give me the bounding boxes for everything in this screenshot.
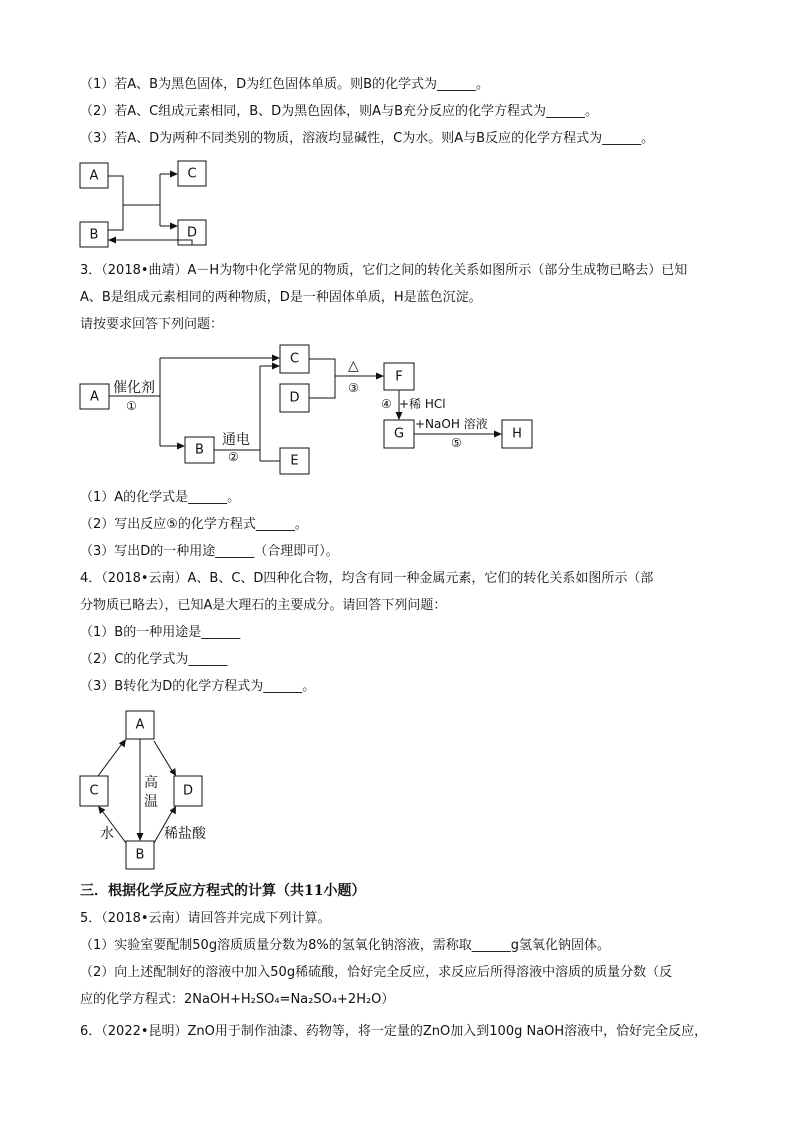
fig2-label-a: A	[90, 389, 99, 405]
q6-stem-line1: 6．（2022•昆明）ZnO用于制作油漆、药物等，将一定量的ZnO加入到100g NaOH溶液中，恰好完全反应，	[80, 1024, 708, 1039]
fig2-naoh-label: +NaOH 溶液	[415, 417, 488, 431]
fig3-gao-label: 高	[144, 775, 158, 791]
fig3-line-c-a	[98, 741, 124, 776]
fig2-label-c: C	[289, 351, 300, 367]
q5-sub1: （1）实验室要配制50g溶质质量分数为8%的氢氧化钠溶液，需称取______g氢氧化钠固体。	[80, 938, 610, 953]
fig3-arrow-d	[169, 768, 176, 776]
fig2-label-e: E	[290, 453, 299, 469]
q4-sub1: （1）B的一种用途是______	[80, 625, 241, 640]
fig2-step5-label: ⑤	[451, 436, 462, 450]
fig3-wen-label: 温	[144, 794, 158, 810]
fig3-arrow-d2	[170, 806, 176, 814]
fig2-label-b: B	[195, 442, 204, 458]
fig3-dilute-hcl-label: 稀盐酸	[164, 826, 206, 842]
fig2-dilute-hcl-label: +稀 HCl	[399, 397, 446, 411]
fig1-label-c: C	[187, 166, 197, 182]
q3-sub3: （3）写出D的一种用途______（合理即可）。	[80, 544, 339, 559]
q2-sub1: （1）若A、B为黑色固体，D为红色固体单质。则B的化学式为______。	[80, 77, 490, 92]
q4-stem-line2: 分物质已略去），已知A是大理石的主要成分。请回答下列问题：	[80, 598, 447, 613]
fig2-label-f: F	[395, 369, 403, 385]
fig2-label-g: G	[393, 426, 405, 442]
fig2-step4-label: ④	[381, 397, 392, 411]
fig1-label-b: B	[89, 227, 99, 243]
fig1-label-d: D	[186, 225, 198, 241]
q4-stem-line1: 4．（2018•云南）A、B、C、D四种化合物，均含有同一种金属元素，它们的转化关系如图所示（部	[80, 571, 654, 586]
q4-sub2: （2）C的化学式为______	[80, 652, 228, 667]
fig2-label-d: D	[289, 390, 300, 406]
q3-stem-line1: 3．（2018•曲靖）A－H为物中化学常见的物质，它们之间的转化关系如图所示（部分生成物已略去）已知	[80, 263, 688, 278]
fig2-label-h: H	[512, 426, 522, 442]
fig3-label-d: D	[182, 783, 194, 799]
fig1-label-a: A	[89, 168, 99, 184]
q5-stem: 5．（2018•云南）请回答并完成下列计算。	[80, 911, 331, 926]
fig3-arrow-b	[137, 833, 144, 841]
fig3-arrow-c	[98, 806, 106, 814]
fig2-catalyst-label: 催化剂	[113, 380, 155, 396]
fig3-label-c: C	[89, 783, 99, 799]
q2-sub3: （3）若A、D为两种不同类别的物质，溶液均显碱性，C为水。则A与B反应的化学方程式为______。	[80, 131, 655, 146]
q4-sub3: （3）B转化为D的化学方程式为______。	[80, 679, 316, 694]
fig2-step3-label: ③	[348, 381, 359, 395]
q3-instruction: 请按要求回答下列问题：	[80, 317, 224, 332]
fig3-label-b: B	[135, 847, 145, 863]
q5-sub2-line2: 应的化学方程式：2NaOH+H₂SO₄=Na₂SO₄+2H₂O）	[80, 992, 395, 1007]
fig2-heat-label: △	[348, 358, 359, 374]
q2-sub2: （2）若A、C组成元素相同，B、D为黑色固体，则A与B充分反应的化学方程式为______。	[80, 104, 598, 119]
q3-sub1: （1）A的化学式是______。	[80, 490, 241, 505]
q5-sub2-line1: （2）向上述配制好的溶液中加入50g稀硫酸，恰好完全反应，求反应后所得溶液中溶质的质量分数（反	[80, 965, 673, 980]
q3-stem-line2: A、B是组成元素相同的两种物质，D是一种固体单质，H是蓝色沉淀。	[80, 290, 482, 305]
q3-sub2: （2）写出反应⑤的化学方程式______。	[80, 517, 308, 532]
fig2-step2-label: ②	[228, 450, 239, 464]
fig2-electrify-label: 通电	[222, 432, 250, 448]
section-heading: 三．根据化学反应方程式的计算（共11小题）	[80, 883, 366, 899]
fig3-water-label: 水	[100, 826, 114, 842]
fig3-label-a: A	[135, 717, 145, 733]
fig3-line-a-d	[154, 741, 174, 774]
fig2-step1-label: ①	[126, 399, 137, 413]
